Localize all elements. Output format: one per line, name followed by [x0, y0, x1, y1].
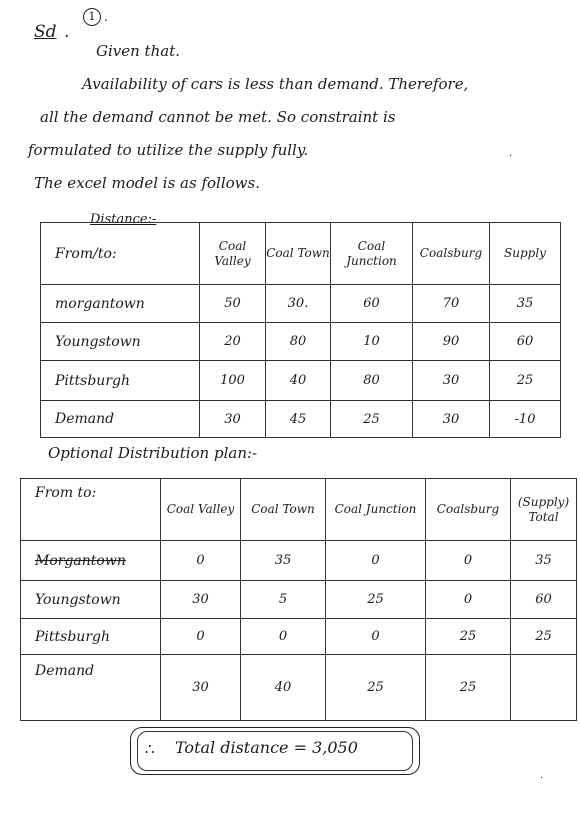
- distance-cell: 10: [331, 323, 413, 361]
- distance-row-label: Demand: [41, 401, 200, 438]
- distance-row: [41, 361, 561, 401]
- plan-row-label: Demand: [21, 655, 161, 721]
- plan-cell: 35: [241, 541, 326, 581]
- plan-col-header: Coalsburg: [426, 479, 511, 541]
- distance-cell: 80: [331, 361, 413, 401]
- intro-line-2: Availability of cars is less than demand. Therefore,: [82, 75, 469, 93]
- plan-cell: 30: [161, 581, 241, 619]
- distance-cell: 60: [490, 323, 561, 361]
- plan-col-header: Coal Valley: [161, 479, 241, 541]
- distance-cell: 70: [413, 285, 490, 323]
- plan-cell: 35: [511, 541, 577, 581]
- distance-row-label: Youngstown: [41, 323, 200, 361]
- plan-row: [21, 619, 577, 655]
- stray-dot: .: [540, 770, 544, 781]
- distance-corner-cell: From/to:: [41, 223, 200, 285]
- total-distance-label: Total distance: [175, 738, 289, 757]
- plan-row-label: Morgantown: [21, 541, 161, 581]
- plan-cell: 0: [161, 541, 241, 581]
- plan-cell: [511, 655, 577, 721]
- distance-row: [41, 285, 561, 323]
- distance-cell: 25: [490, 361, 561, 401]
- distance-header-row: [41, 223, 561, 285]
- distance-cell: 30: [413, 401, 490, 438]
- question-number-circle: 1: [83, 8, 101, 26]
- total-distance-text: [145, 738, 358, 757]
- distance-col-header: Coal Town: [266, 223, 331, 285]
- plan-cell: 0: [426, 581, 511, 619]
- plan-cell: 25: [426, 619, 511, 655]
- label-sd-dot: .: [64, 22, 70, 42]
- plan-row: [21, 655, 577, 721]
- plan-cell: 0: [326, 619, 426, 655]
- plan-cell: 25: [511, 619, 577, 655]
- label-sd: Sd: [34, 22, 57, 42]
- plan-cell: 5: [241, 581, 326, 619]
- question-number-dot: .: [104, 10, 108, 24]
- plan-row-label: Youngstown: [21, 581, 161, 619]
- distance-cell: 35: [490, 285, 561, 323]
- plan-cell: 30: [161, 655, 241, 721]
- plan-cell: 25: [326, 655, 426, 721]
- distance-cell: 40: [266, 361, 331, 401]
- plan-cell: 0: [326, 541, 426, 581]
- plan-col-header: (Supply) Total: [511, 479, 577, 541]
- plan-cell: 40: [241, 655, 326, 721]
- distance-col-header: Supply: [490, 223, 561, 285]
- distance-cell: 30.: [266, 285, 331, 323]
- distance-cell: 30: [413, 361, 490, 401]
- distance-cell: 100: [200, 361, 266, 401]
- intro-line-4: formulated to utilize the supply fully.: [28, 141, 309, 159]
- distance-row: [41, 401, 561, 438]
- plan-cell: 0: [241, 619, 326, 655]
- distance-cell: 30: [200, 401, 266, 438]
- plan-header-row: [21, 479, 577, 541]
- total-distance-value: = 3,050: [293, 738, 358, 757]
- plan-col-header: Coal Town: [241, 479, 326, 541]
- plan-col-header: Coal Junction: [326, 479, 426, 541]
- distance-cell: -10: [490, 401, 561, 438]
- total-distance-box: [130, 727, 420, 775]
- distance-col-header: Coal Junction: [331, 223, 413, 285]
- plan-table-title: Optional Distribution plan:-: [48, 444, 258, 462]
- distance-col-header: Coalsburg: [413, 223, 490, 285]
- plan-row-label: Pittsburgh: [21, 619, 161, 655]
- plan-cell: 0: [426, 541, 511, 581]
- distance-table: [40, 222, 561, 438]
- intro-line-5: The excel model is as follows.: [34, 174, 260, 192]
- distribution-plan-table: [20, 478, 577, 721]
- distance-cell: 25: [331, 401, 413, 438]
- plan-row: [21, 581, 577, 619]
- distance-cell: 80: [266, 323, 331, 361]
- plan-cell: 25: [326, 581, 426, 619]
- distance-cell: 90: [413, 323, 490, 361]
- distance-row: [41, 323, 561, 361]
- plan-cell: 60: [511, 581, 577, 619]
- distance-table-title: Distance:-: [90, 212, 157, 227]
- distance-col-header: Coal Valley: [200, 223, 266, 285]
- distance-cell: 20: [200, 323, 266, 361]
- plan-cell: 25: [426, 655, 511, 721]
- distance-cell: 50: [200, 285, 266, 323]
- plan-cell: 0: [161, 619, 241, 655]
- distance-cell: 45: [266, 401, 331, 438]
- plan-row: [21, 541, 577, 581]
- intro-line-3: all the demand cannot be met. So constraint is: [40, 108, 396, 126]
- distance-cell: 60: [331, 285, 413, 323]
- plan-corner-cell: From to:: [21, 479, 161, 541]
- therefore-symbol: ∴: [145, 740, 155, 758]
- intro-line-1: Given that.: [96, 42, 180, 60]
- distance-row-label: Pittsburgh: [41, 361, 200, 401]
- stray-dot: .: [509, 148, 513, 159]
- distance-row-label: morgantown: [41, 285, 200, 323]
